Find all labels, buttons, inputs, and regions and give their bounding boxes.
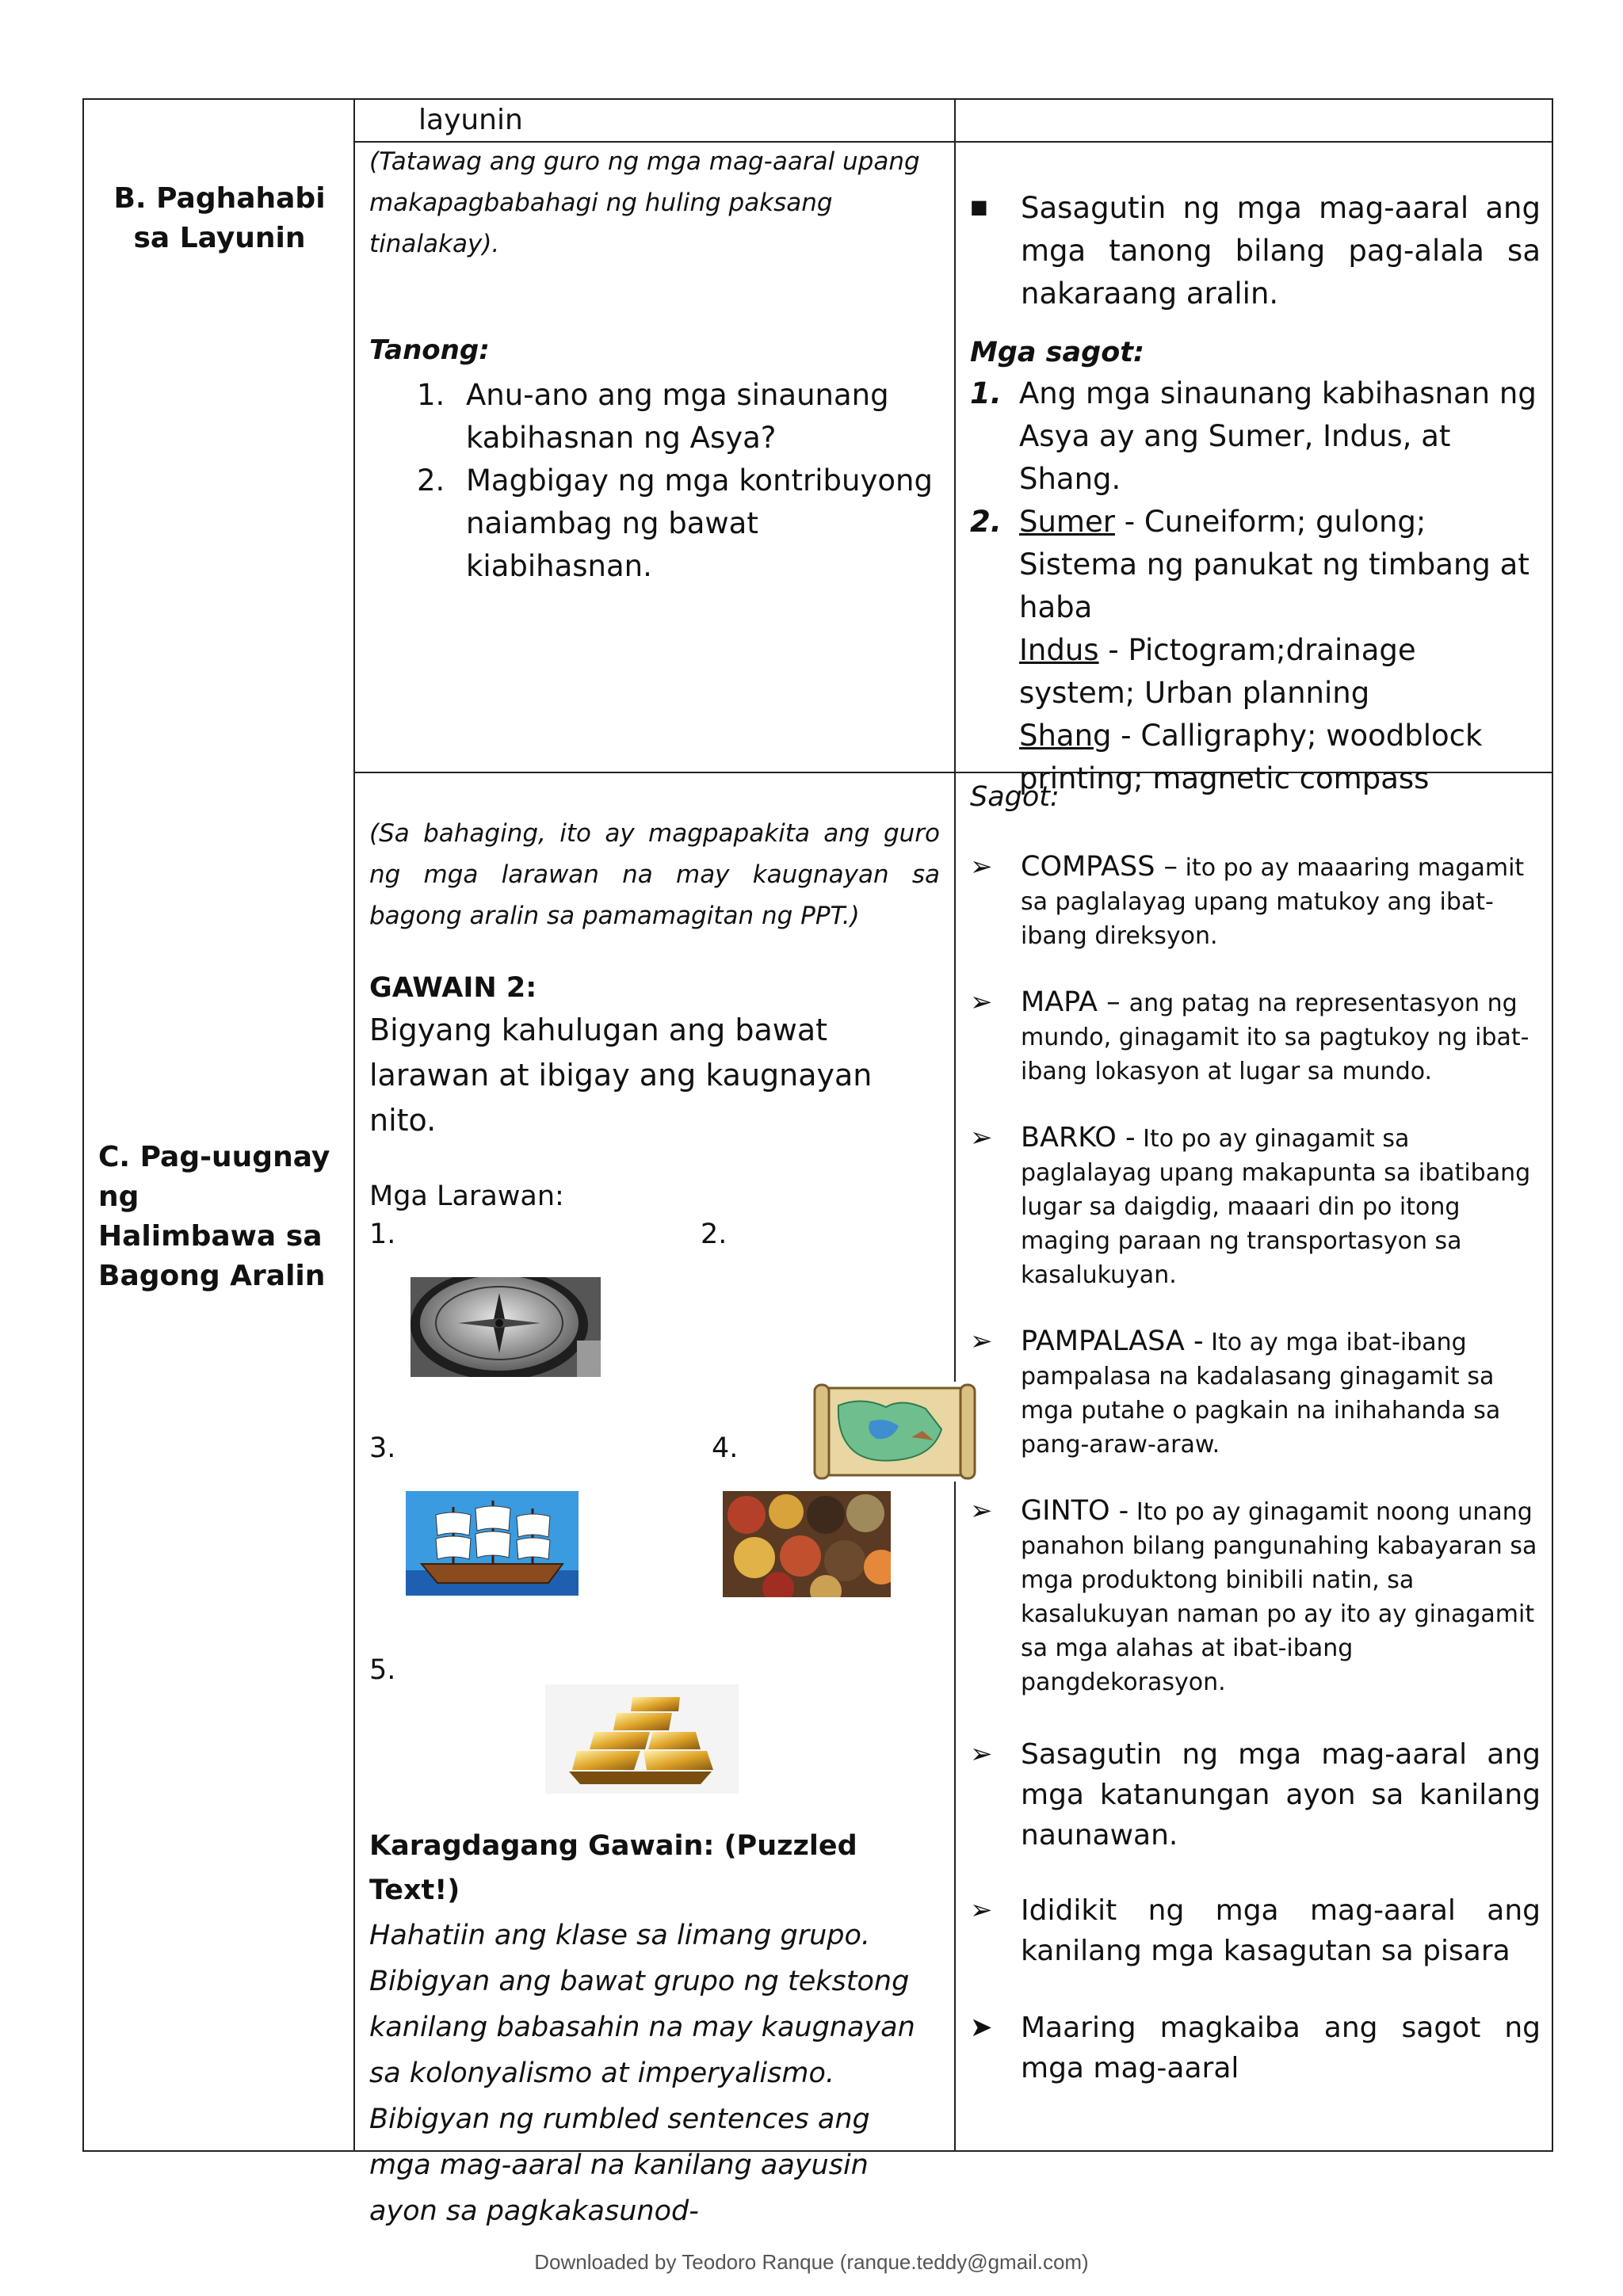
c-teacher-cell	[369, 813, 940, 1218]
closing-text: Sasagutin ng mga mag-aaral ang mga katanungan ayon sa kanilang naunawan.	[1021, 1738, 1541, 1852]
question-item	[417, 374, 940, 460]
tanong-label: Tanong:	[369, 334, 490, 366]
answer-term: BARKO -	[1021, 1122, 1136, 1154]
b-student-cell	[970, 187, 1541, 800]
answer-term: MAPA –	[1021, 986, 1129, 1018]
answer-entry	[970, 986, 1541, 1089]
c-student-cell	[970, 775, 1541, 2088]
answer-entry	[970, 1122, 1541, 1292]
pic-number: 3.	[369, 1432, 396, 1464]
answer-desc: Ito ay mga ibat-ibang pampalasa na kadalasang ginagamit sa mga putahe o pagkain na inihahanda sa pang-araw-araw.	[1021, 1329, 1501, 1459]
row-label-c-line: C. Pag-uugnay ng	[98, 1141, 330, 1213]
arrow-bullet-icon: ➢	[970, 1325, 993, 1357]
top-fragment: layunin	[418, 104, 523, 136]
pictures-label: Mga Larawan:	[369, 1180, 564, 1212]
answer-entry	[970, 1495, 1541, 1699]
answer-term: COMPASS –	[1021, 851, 1178, 883]
closing-text: Ididikit ng mga mag-aaral ang kanilang mga kasagutan sa pisara	[1021, 1894, 1541, 1967]
term-desc: - Calligraphy; woodblock printing; magnetic compass	[1019, 719, 1483, 795]
closing-item	[970, 2008, 1541, 2088]
answer-entry	[970, 1325, 1541, 1462]
question-number: 2.	[417, 463, 445, 498]
extra-task	[369, 1824, 940, 2234]
map-image	[807, 1382, 983, 1482]
answer-entry	[970, 851, 1541, 953]
lesson-table	[82, 98, 1553, 2227]
term-desc: - Pictogram;drainage system; Urban planning	[1019, 633, 1416, 710]
term-indus: Indus	[1019, 633, 1099, 667]
teacher-instruction: (Sa bahaging, ito ay magpapakita ang guro ng mga larawan na may kaugnayan sa bagong aralin sa pamamagitan ng PPT.)	[369, 819, 940, 930]
answer-term: GINTO -	[1021, 1495, 1129, 1527]
term-sumer: Sumer	[1019, 505, 1115, 539]
row-label-b: B. Paghahabi sa Layunin	[113, 182, 326, 254]
question-item	[417, 460, 940, 588]
arrow-bullet-icon: ➤	[970, 2012, 993, 2043]
bullet-text: Sasagutin ng mga mag-aaral ang mga tanong bilang pag-alala sa nakaraang aralin.	[1021, 191, 1541, 311]
gawain-title: GAWAIN 2:	[369, 972, 537, 1004]
answers-label: Mga sagot:	[970, 337, 1144, 368]
extra-title: Karagdagang Gawain: (Puzzled Text!)	[369, 1830, 857, 1906]
sagot-label: Sagot:	[970, 781, 1060, 813]
answer-line	[1019, 629, 1541, 715]
extra-text: Hahatiin ang klase sa limang grupo. Bibigyan ang bawat grupo ng tekstong kanilang babasahin na may kaugnayan sa kolonyalismo at imperyalismo. Bibigyan ng rumbled sentences ang mga mag-aaral na kanilang aayusin ayon sa pagkakasunod-	[369, 1920, 915, 2227]
answer-item	[970, 372, 1541, 501]
answer-desc: Ito po ay ginagamit sa paglalayag upang makapunta sa ibatibang lugar sa daigdig, maaari din po itong maging paraan ng transportasyon sa kasalukuyan.	[1021, 1125, 1531, 1289]
closing-text: Maaring magkaiba ang sagot ng mga mag-aaral	[1021, 2012, 1541, 2084]
arrow-bullet-icon: ➢	[970, 1122, 993, 1154]
b-teacher-cell	[369, 141, 940, 588]
pic-number: 1.	[369, 1219, 396, 1250]
arrow-bullet-icon: ➢	[970, 851, 993, 883]
arrow-bullet-icon: ➢	[970, 1738, 993, 1770]
pic-number: 5.	[369, 1654, 396, 1686]
question-list	[417, 374, 940, 588]
closing-item	[970, 1890, 1541, 1971]
compass-image	[411, 1277, 601, 1377]
answer-desc: ito po ay maaaring magamit sa paglalayag upang matukoy ang ibat-ibang direksyon.	[1021, 854, 1525, 950]
answer-number: 1.	[970, 376, 1002, 410]
answer-desc: Ito po ay ginagamit noong unang panahon bilang pangunahing kabayaran sa mga produktong binibili natin, sa kasalukuyan naman po ay ito ay ginagamit sa mga alahas at ibat-ibang pangdekorasyon.	[1021, 1498, 1537, 1696]
column-divider	[954, 100, 956, 2150]
teacher-instruction: (Tatawag ang guro ng mga mag-aaral upang makapagbabahagi ng huling paksang tinalakay).	[369, 147, 920, 258]
answer-text: Ang mga sinaunang kabihasnan ng Asya ay ang Sumer, Indus, at Shang.	[1019, 376, 1537, 496]
download-footer: Downloaded by Teodoro Ranque (ranque.teddy@gmail.com)	[534, 2250, 1089, 2274]
closing-item	[970, 1734, 1541, 1855]
arrow-bullet-icon: ➢	[970, 1894, 993, 1926]
term-desc: - Cuneiform; gulong; Sistema ng panukat ng timbang at haba	[1019, 505, 1529, 624]
pic-number: 2.	[701, 1219, 727, 1250]
gawain-text: Bigyang kahulugan ang bawat larawan at ibigay ang kaugnayan nito.	[369, 1013, 873, 1138]
column-divider	[353, 100, 355, 2150]
pic-number: 4.	[712, 1432, 739, 1464]
answer-term: PAMPALASA -	[1021, 1325, 1204, 1357]
square-bullet-icon: ■	[970, 196, 988, 218]
question-text: Magbigay ng mga kontribuyong naiambag ng bawat kiabihasnan.	[466, 463, 933, 583]
row-label-c	[98, 1138, 349, 1296]
ship-image	[406, 1491, 579, 1596]
row-label-c-line: Halimbawa sa	[98, 1220, 323, 1253]
gold-bars-image	[545, 1684, 739, 1794]
answer-line	[1019, 501, 1541, 629]
row-label-c-line: Bagong Aralin	[98, 1260, 326, 1292]
answer-desc: ang patag na representasyon ng mundo, ginagamit ito sa pagtukoy ng ibat-ibang lokasyon at lugar sa mundo.	[1021, 990, 1529, 1085]
arrow-bullet-icon: ➢	[970, 1495, 993, 1527]
arrow-bullet-icon: ➢	[970, 986, 993, 1018]
bullet-item	[970, 187, 1541, 315]
spices-image	[723, 1491, 891, 1597]
answer-number: 2.	[970, 505, 1002, 539]
question-text: Anu-ano ang mga sinaunang kabihasnan ng Asya?	[466, 378, 889, 455]
term-shang: Shang	[1019, 719, 1112, 753]
question-number: 1.	[417, 378, 445, 412]
answer-item	[970, 501, 1541, 800]
